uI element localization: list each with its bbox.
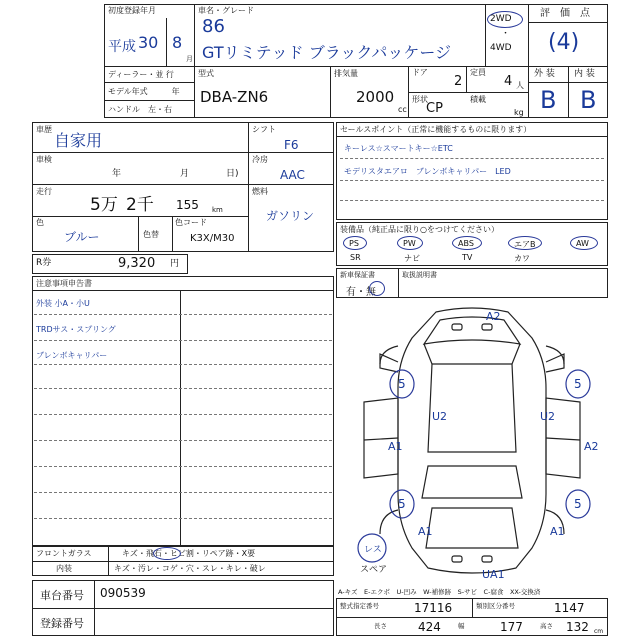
- notes-title: 注意事項申告書: [36, 279, 92, 288]
- equip-tv: TV: [462, 253, 473, 262]
- equip-airbag: エアB: [514, 240, 536, 249]
- recycle-box: [32, 254, 188, 274]
- class-value: 1147: [554, 601, 585, 615]
- windshield-chip-circle: [153, 547, 181, 560]
- notes-line-2: TRDサス・スプリング: [36, 325, 116, 334]
- notes-line-1: 外装 小A・小U: [36, 299, 90, 308]
- sales-title: セールスポイント（正常に機能するものに限ります）: [340, 125, 532, 134]
- first-reg-label: 初度登録年月: [108, 6, 156, 15]
- mark-ua1-rear: UA1: [482, 568, 505, 581]
- equip-abs: ABS: [458, 239, 474, 248]
- ac-label: 冷房: [252, 155, 268, 164]
- type-label: 型式: [198, 69, 214, 78]
- vehicle-weight: 17116: [414, 601, 453, 615]
- height-label: 高さ: [540, 622, 553, 630]
- equip-ps: PS: [349, 239, 359, 248]
- door-label: ドア: [412, 68, 428, 77]
- inspection-label: 車検: [36, 155, 52, 164]
- usage-label: 車歴: [36, 125, 52, 134]
- dealer-label: ディーラー・並 行: [108, 70, 174, 79]
- windshield-label: フロントガラス: [36, 549, 92, 558]
- equip-navi: ナビ: [404, 254, 420, 263]
- mileage-rest: 155: [176, 198, 199, 212]
- class-label: 類別区分番号: [476, 602, 515, 610]
- capacity-label: 定員: [470, 68, 486, 77]
- inspection-month: 月: [180, 169, 190, 179]
- shift-label: シフト: [252, 125, 276, 134]
- mark-u2-left: U2: [432, 410, 448, 423]
- mileage-label: 走行: [36, 187, 52, 196]
- shape-label: 形状: [412, 95, 428, 104]
- cc-unit: cc: [398, 105, 407, 114]
- equip-sr: SR: [350, 253, 361, 262]
- ac: AAC: [280, 168, 305, 182]
- length: 424: [418, 620, 441, 634]
- model-name-label: 車名・グレード: [198, 6, 254, 15]
- vehicle-weight-label: 整式指定番号: [340, 602, 379, 610]
- color-replace-label: 色替: [143, 230, 159, 239]
- mileage-man: 5万: [90, 195, 118, 215]
- fuel-label: 燃料: [252, 187, 268, 196]
- spare-circle-text: レス: [364, 545, 382, 555]
- mark-a1-rear-left: A1: [418, 525, 433, 538]
- equip-airbag-circle: [508, 236, 542, 250]
- sales-line-1: キーレス☆スマートキー☆ETC: [344, 144, 453, 153]
- equip-ps-circle: [343, 236, 367, 250]
- displacement-label: 排気量: [334, 69, 358, 78]
- mark-5-rear-right: 5: [574, 497, 582, 511]
- height: 132: [566, 620, 589, 634]
- spare-label: スペア: [360, 565, 388, 575]
- manual-label: 取扱説明書: [402, 271, 437, 279]
- equip-aw: AW: [576, 239, 589, 248]
- length-label: 長さ: [374, 622, 387, 630]
- mark-5-front-left: 5: [398, 377, 406, 391]
- equipment-title: 装備品（純正品に限り○をつけてください）: [340, 225, 499, 234]
- notes-line-3: ブレンボキャリパー: [36, 351, 108, 360]
- month-unit: 月: [186, 55, 193, 63]
- drive-dot: ・: [501, 29, 511, 39]
- usage: 自家用: [54, 131, 103, 150]
- warranty-none-circle: [369, 281, 385, 296]
- mark-5-front-right: 5: [574, 377, 582, 391]
- new-car-warranty-label: 新車保証書: [340, 271, 375, 279]
- interior-label: 内 装: [574, 69, 595, 79]
- model-year-label: モデル年式 年: [108, 87, 180, 96]
- color: ブルー: [64, 230, 100, 244]
- mark-a1-left: A1: [388, 440, 403, 453]
- equip-pw: PW: [403, 239, 416, 248]
- interior-row-label: 内装: [56, 564, 72, 573]
- color-label: 色: [36, 218, 44, 227]
- equip-abs-circle: [452, 236, 482, 250]
- recycle-value: 9,320: [118, 256, 156, 271]
- sales-line-2: モデリスタエアロ ブレンボキャリパー LED: [344, 167, 511, 176]
- yen-unit: 円: [170, 259, 180, 269]
- width-label: 幅: [458, 622, 465, 630]
- registration-label: 登録番号: [40, 617, 84, 630]
- warranty-value: 有・無: [346, 287, 376, 298]
- mark-a1-rear-right: A1: [550, 525, 565, 538]
- chassis-label: 車台番号: [40, 589, 84, 602]
- mark-a2-right: A2: [584, 440, 599, 453]
- interior-row-options: キズ・汚レ・コゲ・穴・スレ・キレ・破レ: [114, 564, 266, 573]
- grade: GTリミテッド ブラックパッケージ: [202, 43, 452, 62]
- color-code-label: 色コード: [175, 218, 207, 227]
- interior-grade: B: [580, 86, 597, 114]
- handle-label: ハンドル 左・右: [108, 105, 172, 114]
- color-code: K3X/M30: [190, 233, 235, 244]
- displacement: 2000: [356, 88, 395, 106]
- height-unit: cm: [594, 628, 604, 635]
- capacity-unit: 人: [516, 81, 524, 90]
- type-value: DBA-ZN6: [200, 88, 269, 106]
- shape: CP: [426, 101, 443, 116]
- mark-5-rear-left: 5: [398, 497, 406, 511]
- inspection-day: 日): [226, 169, 239, 179]
- reg-month: 8: [172, 33, 183, 52]
- km-unit: km: [212, 206, 223, 214]
- recycle-label: R券: [36, 258, 52, 268]
- reg-year: 30: [138, 33, 159, 52]
- mark-a2-top: A2: [486, 310, 501, 323]
- era: 平成: [108, 39, 136, 55]
- windshield-options: キズ・飛石・ヒビ割・リペア跡・X要: [122, 549, 256, 558]
- eval-score: (4): [548, 30, 580, 55]
- eval-label: 評 価 点: [540, 8, 590, 19]
- kg-unit: kg: [514, 108, 524, 117]
- drive-4wd: 4WD: [490, 43, 512, 53]
- equip-aw-circle: [570, 236, 598, 250]
- notes-box: [32, 276, 334, 546]
- equip-pw-circle: [397, 236, 423, 250]
- damage-legend: A-キズ E-エクボ U-凹み W-補修跡 S-サビ C-腐食 XX-交換済: [338, 588, 541, 596]
- mileage-sen: 2千: [126, 195, 154, 215]
- doors: 2: [454, 74, 463, 89]
- drive-2wd: 2WD: [490, 14, 512, 24]
- chassis-value: 090539: [100, 586, 146, 600]
- load-label: 積載: [470, 95, 486, 104]
- shift: F6: [284, 138, 299, 152]
- capacity: 4: [504, 74, 513, 89]
- mark-u2-right: U2: [540, 410, 556, 423]
- fuel: ガソリン: [266, 209, 315, 223]
- exterior-label: 外 装: [534, 69, 555, 79]
- inspection-year: 年: [112, 169, 122, 179]
- exterior-grade: B: [540, 86, 557, 114]
- car-name: 86: [202, 16, 225, 37]
- equip-leather: カワ: [514, 254, 530, 263]
- width: 177: [500, 620, 523, 634]
